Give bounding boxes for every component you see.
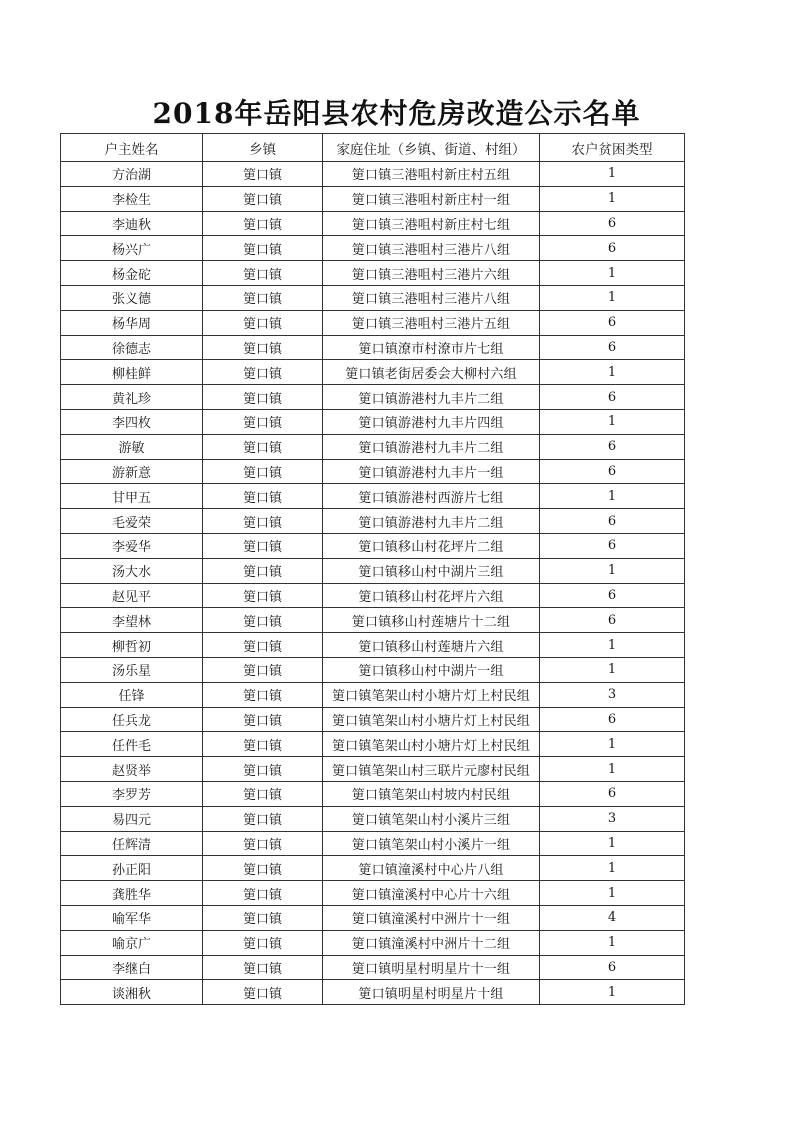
cell-township: 筻口镇 — [203, 831, 323, 856]
header-household-head: 户主姓名 — [61, 134, 203, 162]
cell-household-head: 孙正阳 — [61, 856, 203, 881]
cell-address: 筻口镇笔架山村小塘片灯上村民组 — [323, 732, 540, 757]
cell-address: 筻口镇明星村明星片十组 — [323, 980, 540, 1005]
cell-address: 筻口镇三港咀村三港片八组 — [323, 285, 540, 310]
cell-township: 筻口镇 — [203, 236, 323, 261]
cell-household-head: 李继白 — [61, 955, 203, 980]
cell-township: 筻口镇 — [203, 385, 323, 410]
header-poverty-type: 农户贫困类型 — [540, 134, 685, 162]
cell-poverty-type: 1 — [540, 360, 685, 385]
cell-address: 筻口镇潦市村潦市片七组 — [323, 335, 540, 360]
cell-household-head: 赵见平 — [61, 583, 203, 608]
table-row — [61, 955, 685, 980]
cell-township: 筻口镇 — [203, 905, 323, 930]
table-row — [61, 905, 685, 930]
cell-address: 筻口镇游港村九丰片四组 — [323, 409, 540, 434]
table-body — [61, 162, 685, 1005]
cell-township: 筻口镇 — [203, 955, 323, 980]
table-row — [61, 707, 685, 732]
table-row — [61, 881, 685, 906]
cell-township: 筻口镇 — [203, 558, 323, 583]
table-row — [61, 781, 685, 806]
cell-poverty-type: 1 — [540, 186, 685, 211]
cell-poverty-type: 3 — [540, 682, 685, 707]
cell-township: 筻口镇 — [203, 633, 323, 658]
cell-township: 筻口镇 — [203, 583, 323, 608]
cell-household-head: 任件毛 — [61, 732, 203, 757]
cell-poverty-type: 6 — [540, 583, 685, 608]
cell-township: 筻口镇 — [203, 186, 323, 211]
cell-household-head: 柳桂鲜 — [61, 360, 203, 385]
cell-household-head: 汤大水 — [61, 558, 203, 583]
cell-address: 筻口镇笔架山村三联片元廖村民组 — [323, 757, 540, 782]
cell-poverty-type: 6 — [540, 236, 685, 261]
table-row — [61, 608, 685, 633]
cell-address: 筻口镇潼溪村中心片八组 — [323, 856, 540, 881]
cell-poverty-type: 1 — [540, 881, 685, 906]
table-row — [61, 930, 685, 955]
cell-poverty-type: 6 — [540, 310, 685, 335]
cell-household-head: 易四元 — [61, 806, 203, 831]
table-row — [61, 310, 685, 335]
table-row — [61, 186, 685, 211]
table-row — [61, 583, 685, 608]
table-row — [61, 335, 685, 360]
table-row — [61, 261, 685, 286]
cell-township: 筻口镇 — [203, 806, 323, 831]
cell-household-head: 张义德 — [61, 285, 203, 310]
cell-township: 筻口镇 — [203, 409, 323, 434]
cell-poverty-type: 1 — [540, 732, 685, 757]
cell-household-head: 李爱华 — [61, 533, 203, 558]
cell-township: 筻口镇 — [203, 707, 323, 732]
cell-address: 筻口镇三港咀村三港片八组 — [323, 236, 540, 261]
cell-address: 筻口镇游港村九丰片二组 — [323, 509, 540, 534]
cell-household-head: 龚胜华 — [61, 881, 203, 906]
table-row — [61, 360, 685, 385]
cell-address: 筻口镇三港咀村新庄村一组 — [323, 186, 540, 211]
cell-address: 筻口镇笔架山村小塘片灯上村民组 — [323, 707, 540, 732]
cell-address: 筻口镇笔架山村小溪片一组 — [323, 831, 540, 856]
table-row — [61, 533, 685, 558]
cell-address: 筻口镇游港村九丰片二组 — [323, 434, 540, 459]
table-row — [61, 806, 685, 831]
cell-poverty-type: 6 — [540, 608, 685, 633]
table-row — [61, 459, 685, 484]
cell-poverty-type: 1 — [540, 980, 685, 1005]
cell-household-head: 喻军华 — [61, 905, 203, 930]
cell-poverty-type: 1 — [540, 162, 685, 187]
cell-poverty-type: 6 — [540, 707, 685, 732]
cell-address: 筻口镇三港咀村三港片六组 — [323, 261, 540, 286]
cell-household-head: 李罗芳 — [61, 781, 203, 806]
cell-poverty-type: 6 — [540, 211, 685, 236]
table-row — [61, 980, 685, 1005]
table-row — [61, 633, 685, 658]
cell-township: 筻口镇 — [203, 657, 323, 682]
table-header-row — [61, 134, 685, 162]
table-row — [61, 385, 685, 410]
cell-township: 筻口镇 — [203, 360, 323, 385]
header-address: 家庭住址（乡镇、街道、村组） — [323, 134, 540, 162]
cell-township: 筻口镇 — [203, 434, 323, 459]
table-row — [61, 657, 685, 682]
cell-household-head: 汤乐星 — [61, 657, 203, 682]
cell-township: 筻口镇 — [203, 533, 323, 558]
cell-address: 筻口镇游港村西游片七组 — [323, 484, 540, 509]
cell-poverty-type: 1 — [540, 558, 685, 583]
table-row — [61, 682, 685, 707]
cell-township: 筻口镇 — [203, 162, 323, 187]
cell-household-head: 赵贤举 — [61, 757, 203, 782]
cell-address: 筻口镇三港咀村新庄村五组 — [323, 162, 540, 187]
table-row — [61, 484, 685, 509]
cell-address: 筻口镇老街居委会大柳村六组 — [323, 360, 540, 385]
cell-address: 筻口镇笔架山村小溪片三组 — [323, 806, 540, 831]
cell-poverty-type: 6 — [540, 781, 685, 806]
cell-poverty-type: 6 — [540, 335, 685, 360]
cell-poverty-type: 1 — [540, 261, 685, 286]
cell-township: 筻口镇 — [203, 881, 323, 906]
cell-township: 筻口镇 — [203, 781, 323, 806]
cell-township: 筻口镇 — [203, 930, 323, 955]
cell-household-head: 喻京广 — [61, 930, 203, 955]
cell-household-head: 毛爱荣 — [61, 509, 203, 534]
cell-address: 筻口镇笔架山村坡内村民组 — [323, 781, 540, 806]
cell-poverty-type: 4 — [540, 905, 685, 930]
cell-township: 筻口镇 — [203, 335, 323, 360]
cell-township: 筻口镇 — [203, 285, 323, 310]
table-row — [61, 757, 685, 782]
header-township: 乡镇 — [203, 134, 323, 162]
cell-household-head: 黄礼珍 — [61, 385, 203, 410]
cell-poverty-type: 1 — [540, 757, 685, 782]
cell-household-head: 甘甲五 — [61, 484, 203, 509]
cell-poverty-type: 6 — [540, 955, 685, 980]
cell-household-head: 杨金砣 — [61, 261, 203, 286]
cell-township: 筻口镇 — [203, 682, 323, 707]
cell-poverty-type: 1 — [540, 484, 685, 509]
cell-household-head: 方治湖 — [61, 162, 203, 187]
table-row — [61, 856, 685, 881]
cell-address: 筻口镇游港村九丰片一组 — [323, 459, 540, 484]
table-row — [61, 162, 685, 187]
table-row — [61, 285, 685, 310]
cell-household-head: 杨兴广 — [61, 236, 203, 261]
cell-poverty-type: 6 — [540, 533, 685, 558]
cell-address: 筻口镇三港咀村三港片五组 — [323, 310, 540, 335]
cell-poverty-type: 1 — [540, 409, 685, 434]
cell-household-head: 李检生 — [61, 186, 203, 211]
cell-address: 筻口镇明星村明星片十一组 — [323, 955, 540, 980]
cell-household-head: 游敏 — [61, 434, 203, 459]
cell-address: 筻口镇三港咀村新庄村七组 — [323, 211, 540, 236]
cell-address: 筻口镇移山村花坪片二组 — [323, 533, 540, 558]
cell-address: 筻口镇移山村花坪片六组 — [323, 583, 540, 608]
cell-township: 筻口镇 — [203, 261, 323, 286]
table-row — [61, 434, 685, 459]
cell-address: 筻口镇移山村中湖片一组 — [323, 657, 540, 682]
cell-poverty-type: 6 — [540, 385, 685, 410]
cell-poverty-type: 3 — [540, 806, 685, 831]
cell-address: 筻口镇笔架山村小塘片灯上村民组 — [323, 682, 540, 707]
page-title: 2018年岳阳县农村危房改造公示名单 — [152, 97, 641, 130]
table-row — [61, 831, 685, 856]
table-row — [61, 732, 685, 757]
cell-household-head: 游新意 — [61, 459, 203, 484]
cell-township: 筻口镇 — [203, 484, 323, 509]
cell-household-head: 徐德志 — [61, 335, 203, 360]
table-row — [61, 211, 685, 236]
cell-township: 筻口镇 — [203, 310, 323, 335]
cell-township: 筻口镇 — [203, 732, 323, 757]
cell-address: 筻口镇移山村莲塘片六组 — [323, 633, 540, 658]
table-row — [61, 409, 685, 434]
cell-township: 筻口镇 — [203, 459, 323, 484]
cell-household-head: 李迪秋 — [61, 211, 203, 236]
cell-household-head: 柳哲初 — [61, 633, 203, 658]
cell-household-head: 任锋 — [61, 682, 203, 707]
cell-poverty-type: 1 — [540, 930, 685, 955]
table-row — [61, 236, 685, 261]
cell-poverty-type: 1 — [540, 856, 685, 881]
cell-household-head: 任兵龙 — [61, 707, 203, 732]
cell-address: 筻口镇移山村中湖片三组 — [323, 558, 540, 583]
cell-address: 筻口镇潼溪村中洲片十二组 — [323, 930, 540, 955]
cell-address: 筻口镇游港村九丰片二组 — [323, 385, 540, 410]
cell-household-head: 任辉清 — [61, 831, 203, 856]
cell-address: 筻口镇潼溪村中心片十六组 — [323, 881, 540, 906]
cell-poverty-type: 6 — [540, 434, 685, 459]
cell-poverty-type: 1 — [540, 633, 685, 658]
cell-address: 筻口镇移山村莲塘片十二组 — [323, 608, 540, 633]
cell-household-head: 李四枚 — [61, 409, 203, 434]
cell-poverty-type: 1 — [540, 285, 685, 310]
cell-township: 筻口镇 — [203, 211, 323, 236]
cell-township: 筻口镇 — [203, 980, 323, 1005]
cell-household-head: 李望林 — [61, 608, 203, 633]
cell-household-head: 谈湘秋 — [61, 980, 203, 1005]
housing-roster-table — [60, 133, 685, 1005]
table-row — [61, 558, 685, 583]
cell-township: 筻口镇 — [203, 608, 323, 633]
cell-poverty-type: 1 — [540, 831, 685, 856]
cell-township: 筻口镇 — [203, 856, 323, 881]
cell-household-head: 杨华周 — [61, 310, 203, 335]
cell-poverty-type: 1 — [540, 657, 685, 682]
cell-township: 筻口镇 — [203, 509, 323, 534]
cell-address: 筻口镇潼溪村中洲片十一组 — [323, 905, 540, 930]
cell-poverty-type: 6 — [540, 509, 685, 534]
cell-poverty-type: 6 — [540, 459, 685, 484]
cell-township: 筻口镇 — [203, 757, 323, 782]
table-row — [61, 509, 685, 534]
